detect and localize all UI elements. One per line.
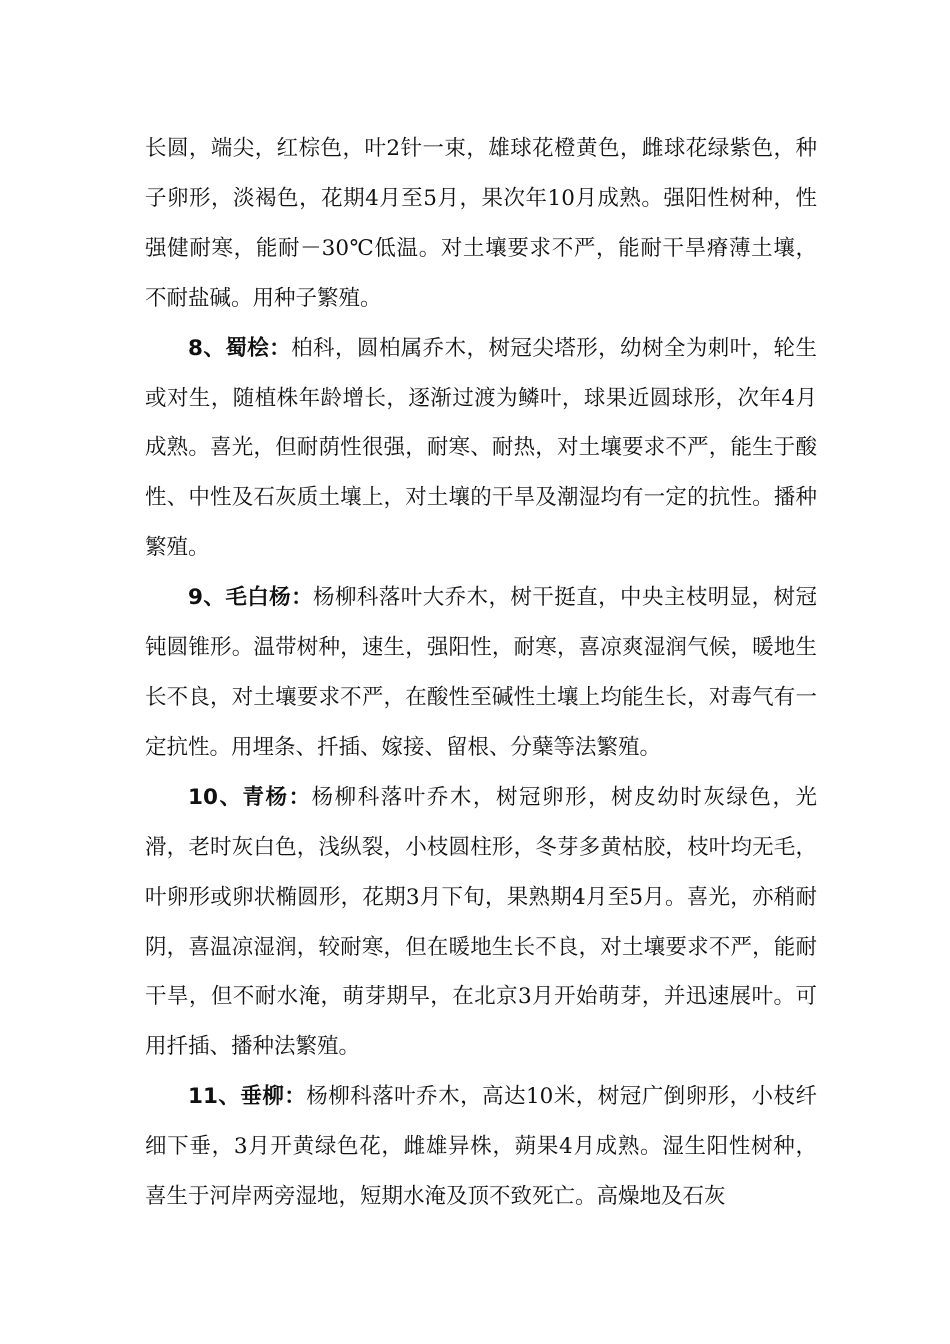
paragraph-text: 杨柳科落叶乔木，高达10米，树冠广倒卵形，小枝纤细下垂，3月开黄绿色花，雌雄异株，蒴果4月成熟。湿生阳性树种，喜生于河岸两旁湿地，短期水淹及顶不致死亡。高燥地及石灰 [145,1084,817,1210]
entry-term: 8、蜀桧： [188,335,292,361]
paragraph-qing-yang [145,773,817,1072]
paragraph-continuation [145,124,817,324]
entry-term: 11、垂柳： [188,1084,307,1110]
entry-term: 9、毛白杨： [188,585,314,611]
paragraph-mao-bai-yang [145,573,817,773]
paragraph-text: 长圆，端尖，红棕色，叶2针一束，雄球花橙黄色，雌球花绿紫色，种子卵形，淡褐色，花期4月至5月，果次年10月成熟。强阳性树种，性强健耐寒，能耐－30℃低温。对土壤要求不严，能耐干旱瘠薄土壤，不耐盐碱。用种子繁殖。 [145,136,817,311]
entry-term: 10、青杨： [188,784,312,810]
document-body [145,124,817,1222]
paragraph-shu-gui [145,324,817,574]
paragraph-text: 杨柳科落叶乔木，树冠卵形，树皮幼时灰绿色，光滑，老时灰白色，浅纵裂，小枝圆柱形，冬芽多黄枯胶，枝叶均无毛，叶卵形或卵状椭圆形，花期3月下旬，果熟期4月至5月。喜光，亦稍耐阴，喜温凉湿润，较耐寒，但在暖地生长不良，对土壤要求不严，能耐干旱，但不耐水淹，萌芽期早，在北京3月开始萌芽，并迅速展叶。可用扦插、播种法繁殖。 [145,784,817,1060]
paragraph-text: 杨柳科落叶大乔木，树干挺直，中央主枝明显，树冠钝圆锥形。温带树种，速生，强阳性，耐寒，喜凉爽湿润气候，暖地生长不良，对土壤要求不严，在酸性至碱性土壤上均能生长，对毒气有一定抗性。用埋条、扦插、嫁接、留根、分蘖等法繁殖。 [145,585,817,760]
paragraph-text: 柏科，圆柏属乔木，树冠尖塔形，幼树全为刺叶，轮生或对生，随植株年龄增长，逐渐过渡为鳞叶，球果近圆球形，次年4月成熟。喜光，但耐荫性很强，耐寒、耐热，对土壤要求不严，能生于酸性、中性及石灰质土壤上，对土壤的干旱及潮湿均有一定的抗性。播种繁殖。 [145,335,817,561]
paragraph-chui-liu [145,1072,817,1222]
